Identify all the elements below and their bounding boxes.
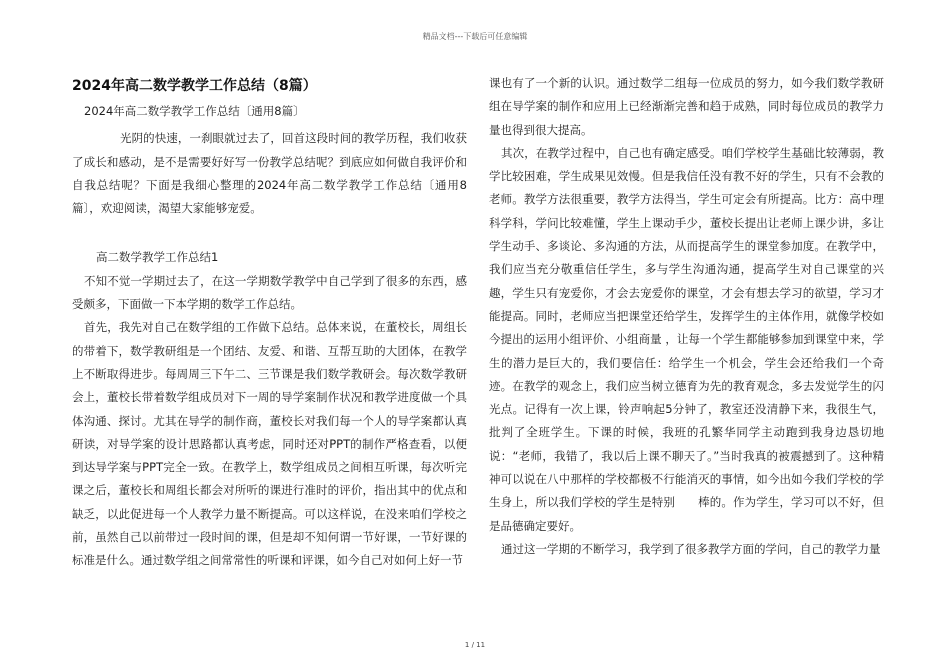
right-column xyxy=(489,72,884,561)
section-heading: 高二数学教学工作总结1 xyxy=(96,250,219,265)
document-subtitle: 2024年高二数学教学工作总结〔通用8篇〕 xyxy=(84,104,305,118)
document-title: 2024年高二数学教学工作总结（8篇） xyxy=(72,78,317,94)
paragraph-4: 通过这一学期的不断学习，我学到了很多教学方面的学问，自己的教学力量 xyxy=(501,541,881,556)
page-number: 1 / 11 xyxy=(464,641,486,649)
paragraph-2-continued: 课也有了一个新的认识。通过数学二组每一位成员的努力，如今我们数学教研组在导学案的制作和应用上已经渐渐完善和趋于成熟，同时每位成员的教学力量也得到很大提高。 xyxy=(489,76,884,137)
intro-paragraph: 光阴的快速，一刹眼就过去了，回首这段时间的教学历程，我们收获了成长和感动，是不是需要好好写一份教学总结呢？到底应如何做自我评价和自我总结呢？下面是我细心整理的2024年高二数学教学工作总结〔通用8篇〕，欢迎阅读，渴望大家能够宠爱。 xyxy=(72,131,467,216)
paragraph-1: 不知不觉一学期过去了，在这一学期数学教学中自己学到了很多的东西，感受颇多，下面做一下本学期的数学工作总结。 xyxy=(72,273,467,312)
header-note: 精品文档---下载后可任意编辑 xyxy=(422,32,528,41)
left-column xyxy=(72,72,467,573)
paragraph-2: 首先，我先对自己在数学组的工作做下总结。总体来说，在董校长，周组长的带着下，数学教研组是一个团结、友爱、和谐、互帮互助的大团体，在教学上不断取得进步。每周周三下午二、三节课是我们数学教研会。每次数学教研会上，董校长带着数学组成员对下一周的导学案制作状况和教学进度做一个具体沟通、探讨。尤其在导学的制作商，董校长对我们每一个人的导学案都认真研读，对导学案的设计思路都认真考虑，同时还对PPT的制作严格查看，以便到达导学案与PPT完全一致。在教学上，数学组成员之间相互听课，每次听完课之后，董校长和周组长都会对所听的课进行准时的评价，指出其中的优点和缺乏，以此促进每一个人教学力量不断提高。可以这样说，在没来咱们学校之前，虽然自己以前带过一段时间的课，但是却不知何谓一节好课，一节好课的标准是什么。通过数学组之间常常性的听课和评课，如今自己对如何上好一节 xyxy=(72,320,467,568)
paragraph-3: 其次，在教学过程中，自己也有确定感受。咱们学校学生基础比较薄弱，教学比较困难，学生成果见效慢。但是我信任没有教不好的学生，只有不会教的老师。教学方法很重要，教学方法得当，学生可定会有所提高。比方：高中理科学科，学问比较难懂，学生上课动手少，董校长提出让老师上课少讲，多让学生动手、多谈论、多沟通的方法，从而提高学生的课堂参加度。在教学中，我们应当充分敬重信任学生，多与学生沟通沟通，提高学生对自己课堂的兴趣，学生只有宠爱你，才会去宠爱你的课堂，才会有想去学习的欲望，学习才能提高。同时，老师应当把课堂还给学生，发挥学生的主体作用，就像学校如今提出的运用小组评价、小组商量 ，让每一个学生都能够参加到课堂中来，学生的潜力是巨大的，我们要信任：给学生一个机会，学生会还给我们一个奇迹。在教学的观念上，我们应当树立德育为先的教育观念，多去发觉学生的闪光点。记得有一次上课，铃声响起5分钟了，教室还没清静下来，我很生气，批判了全班学生。下课的时候，我班的孔繁华同学主动跑到我身边恳切地说：“老师，我错了，我以后上课不聊天了。”当时我真的被震撼到了。这种精神可以说在八中那样的学校都极不行能消灭的事情，如今出如今我们学校的学生身上，所以我们学校的学生是特别 棒的。作为学生，学习可以不好，但是品德确定要好。 xyxy=(489,145,884,533)
